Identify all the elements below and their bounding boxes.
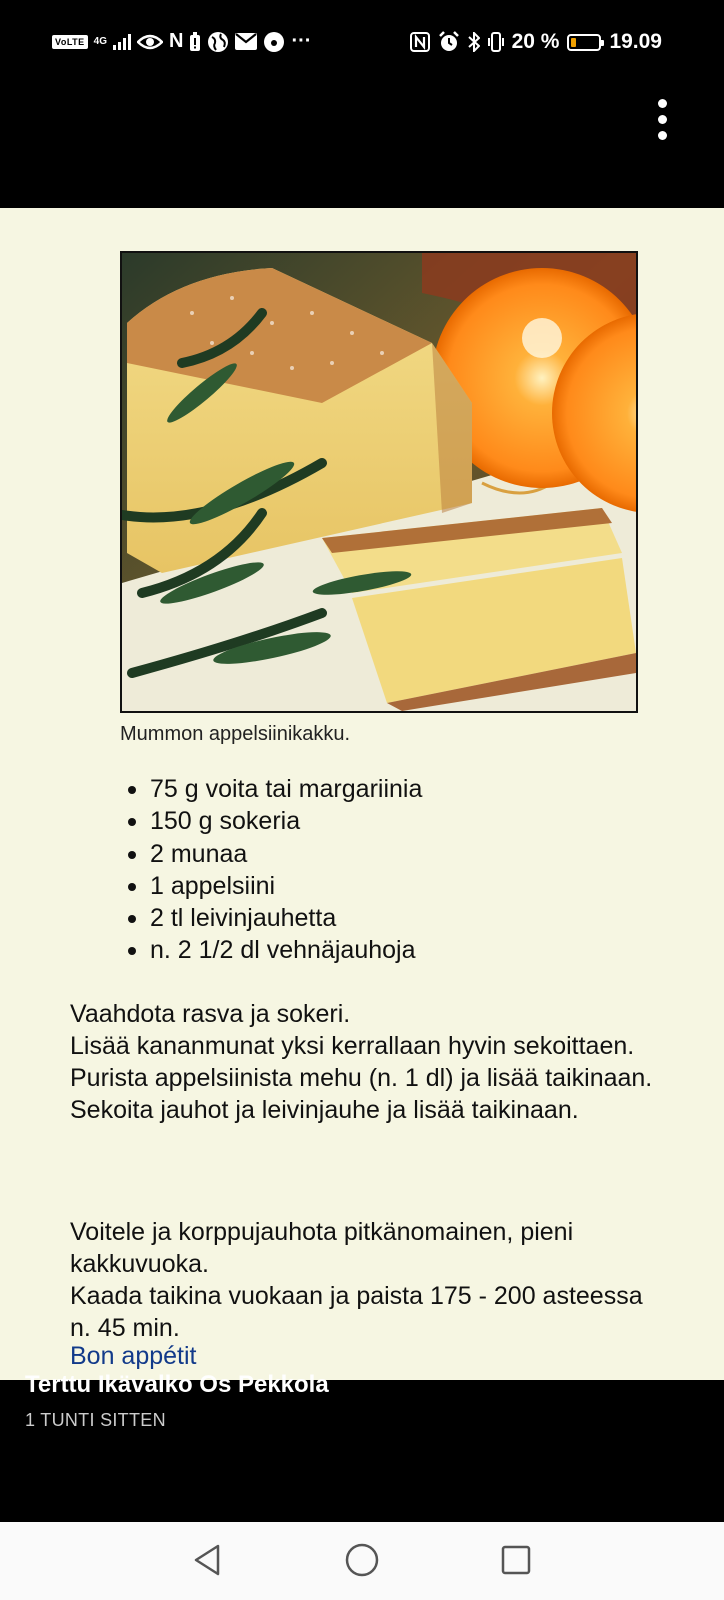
more-options-dot: [658, 99, 667, 108]
post-timestamp: 1 TUNTI SITTEN: [25, 1410, 166, 1430]
more-options-button[interactable]: [644, 94, 680, 144]
n-notification-icon: N: [169, 30, 184, 52]
recent-apps-button[interactable]: [494, 1538, 538, 1582]
ingredient-item: n. 2 1/2 dl vehnäjauhoja: [128, 934, 422, 966]
author-name[interactable]: Terttu Ikävalko Os Pekkola: [25, 1371, 329, 1398]
home-circle-icon: [344, 1542, 380, 1578]
ingredient-item: 1 appelsiini: [128, 870, 422, 902]
ingredient-item: 150 g sokeria: [128, 805, 422, 837]
closing-line: Bon appétit: [70, 1342, 197, 1370]
status-icons-right: [410, 30, 662, 54]
instruction-line: Kaada taikina vuokaan ja paista 175 - 200 asteessa n. 45 min.: [70, 1282, 643, 1342]
ingredient-item: 2 munaa: [128, 838, 422, 870]
battery-icon: [567, 34, 601, 51]
alarm-icon: [438, 31, 460, 53]
image-caption: Mummon appelsiinikakku.: [120, 723, 351, 745]
eye-icon: [137, 33, 163, 51]
battery-percent: 20 %: [511, 30, 560, 53]
more-options-dot: [658, 115, 667, 124]
instruction-line: Purista appelsiinista mehu (n. 1 dl) ja lisää taikinaan.: [70, 1064, 653, 1092]
more-notifications-icon: ···: [291, 30, 312, 52]
globe-icon: [207, 31, 229, 53]
back-button[interactable]: [185, 1538, 229, 1582]
more-options-dot: [658, 131, 667, 140]
bluetooth-icon: [468, 32, 480, 52]
baking-paragraph: [70, 1216, 670, 1344]
ingredient-item: 2 tl leivinjauhetta: [128, 902, 422, 934]
instruction-line: Vaahdota rasva ja sokeri.: [70, 1000, 351, 1028]
app-notification-icon: [263, 31, 285, 53]
home-button[interactable]: [340, 1538, 384, 1582]
instructions-paragraph: [70, 998, 670, 1126]
ingredients-list: [128, 773, 422, 967]
system-nav-bar: [0, 1522, 724, 1600]
app-top-bar: [0, 90, 724, 208]
vibrate-icon: [488, 32, 504, 52]
post-content[interactable]: [0, 208, 724, 1380]
cake-photo[interactable]: [120, 251, 638, 713]
back-triangle-icon: [192, 1543, 222, 1577]
instruction-line: Lisää kananmunat yksi kerrallaan hyvin sekoittaen.: [70, 1032, 635, 1060]
battery-alert-icon: [189, 32, 201, 52]
signal-icon: [113, 34, 131, 50]
recent-square-icon: [500, 1544, 532, 1576]
nfc-icon: [410, 32, 430, 52]
volte-icon: VoLTE: [52, 35, 88, 49]
status-icons-left: [52, 30, 311, 53]
clock: 19.09: [609, 30, 662, 53]
network-type-icon: 4G: [93, 36, 108, 47]
author-overlay[interactable]: [0, 1371, 724, 1522]
status-bar: [0, 0, 724, 90]
battery-fill: [571, 38, 576, 47]
instruction-line: Sekoita jauhot ja leivinjauhe ja lisää taikinaan.: [70, 1096, 579, 1124]
mail-icon: [235, 33, 257, 50]
instruction-line: Voitele ja korppujauhota pitkänomainen, pieni kakkuvuoka.: [70, 1218, 574, 1278]
ingredient-item: 75 g voita tai margariinia: [128, 773, 422, 805]
